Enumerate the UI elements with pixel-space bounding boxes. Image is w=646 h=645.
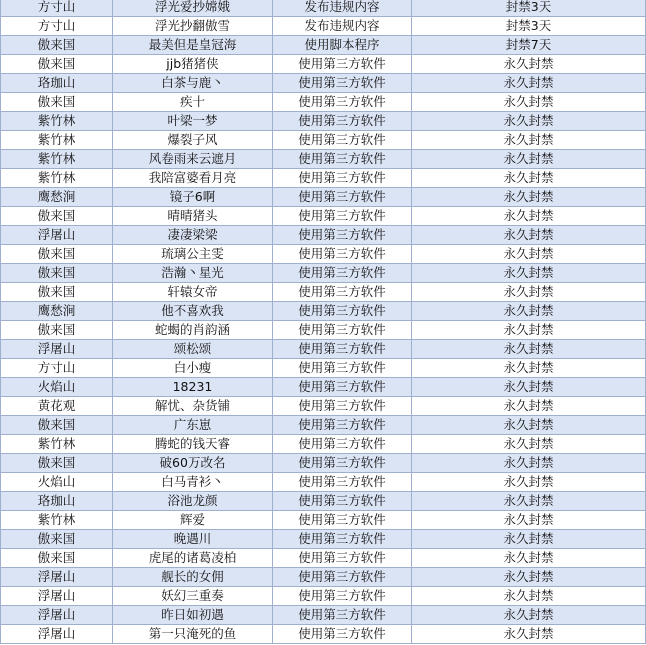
table-row: [1, 378, 646, 397]
table-row: [1, 606, 646, 625]
player-name-cell: 轩辕女帝: [113, 283, 273, 302]
penalty-cell: 封禁7天: [412, 36, 646, 55]
violation-reason-cell: 使用第三方软件: [273, 74, 412, 93]
player-name-cell: 腾蛇的钱天睿: [113, 435, 273, 454]
player-name-cell: 白小瘦: [113, 359, 273, 378]
server-cell: 傲来国: [1, 93, 113, 112]
penalty-cell: 永久封禁: [412, 131, 646, 150]
table-row: [1, 530, 646, 549]
violation-reason-cell: 使用第三方软件: [273, 587, 412, 606]
penalty-cell: 永久封禁: [412, 302, 646, 321]
violation-reason-cell: 使用第三方软件: [273, 150, 412, 169]
table-row: [1, 625, 646, 644]
server-cell: 傲来国: [1, 321, 113, 340]
player-name-cell: 第一只淹死的鱼: [113, 625, 273, 644]
penalty-cell: 永久封禁: [412, 454, 646, 473]
penalty-cell: 永久封禁: [412, 473, 646, 492]
server-cell: 傲来国: [1, 549, 113, 568]
penalty-cell: 永久封禁: [412, 435, 646, 454]
player-name-cell: 我陪富婆看月亮: [113, 169, 273, 188]
player-name-cell: 爆裂子风: [113, 131, 273, 150]
table-row: [1, 131, 646, 150]
ban-list-body: [1, 0, 646, 644]
penalty-cell: 永久封禁: [412, 378, 646, 397]
violation-reason-cell: 使用第三方软件: [273, 378, 412, 397]
server-cell: 傲来国: [1, 207, 113, 226]
server-cell: 紫竹林: [1, 169, 113, 188]
server-cell: 傲来国: [1, 264, 113, 283]
player-name-cell: 疾十: [113, 93, 273, 112]
table-row: [1, 74, 646, 93]
server-cell: 黄花观: [1, 397, 113, 416]
server-cell: 浮屠山: [1, 606, 113, 625]
table-row: [1, 587, 646, 606]
penalty-cell: 永久封禁: [412, 55, 646, 74]
violation-reason-cell: 发布违规内容: [273, 0, 412, 17]
violation-reason-cell: 使用第三方软件: [273, 112, 412, 131]
penalty-cell: 永久封禁: [412, 112, 646, 131]
table-row: [1, 435, 646, 454]
penalty-cell: 永久封禁: [412, 511, 646, 530]
violation-reason-cell: 使用第三方软件: [273, 359, 412, 378]
table-row: [1, 416, 646, 435]
server-cell: 紫竹林: [1, 150, 113, 169]
penalty-cell: 永久封禁: [412, 93, 646, 112]
table-row: [1, 207, 646, 226]
server-cell: 火焰山: [1, 378, 113, 397]
violation-reason-cell: 使用第三方软件: [273, 606, 412, 625]
player-name-cell: 舰长的女佣: [113, 568, 273, 587]
penalty-cell: 永久封禁: [412, 397, 646, 416]
violation-reason-cell: 使用第三方软件: [273, 492, 412, 511]
violation-reason-cell: 使用第三方软件: [273, 207, 412, 226]
player-name-cell: 18231: [113, 378, 273, 397]
player-name-cell: 浮光爱抄嫦娥: [113, 0, 273, 17]
player-name-cell: 蛇蝎的肖韵涵: [113, 321, 273, 340]
violation-reason-cell: 使用第三方软件: [273, 245, 412, 264]
violation-reason-cell: 使用第三方软件: [273, 473, 412, 492]
table-row: [1, 492, 646, 511]
penalty-cell: 封禁3天: [412, 0, 646, 17]
table-row: [1, 0, 646, 17]
penalty-cell: 永久封禁: [412, 606, 646, 625]
penalty-cell: 永久封禁: [412, 549, 646, 568]
violation-reason-cell: 使用第三方软件: [273, 416, 412, 435]
penalty-cell: 永久封禁: [412, 245, 646, 264]
server-cell: 珞珈山: [1, 492, 113, 511]
penalty-cell: 永久封禁: [412, 169, 646, 188]
penalty-cell: 永久封禁: [412, 207, 646, 226]
server-cell: 傲来国: [1, 454, 113, 473]
penalty-cell: 永久封禁: [412, 150, 646, 169]
player-name-cell: 昨日如初遇: [113, 606, 273, 625]
table-row: [1, 321, 646, 340]
violation-reason-cell: 使用第三方软件: [273, 530, 412, 549]
server-cell: 傲来国: [1, 530, 113, 549]
table-row: [1, 568, 646, 587]
violation-reason-cell: 使用第三方软件: [273, 454, 412, 473]
player-name-cell: 破60万改名: [113, 454, 273, 473]
server-cell: 傲来国: [1, 416, 113, 435]
violation-reason-cell: 使用第三方软件: [273, 321, 412, 340]
penalty-cell: 永久封禁: [412, 321, 646, 340]
table-row: [1, 93, 646, 112]
penalty-cell: 永久封禁: [412, 587, 646, 606]
table-row: [1, 55, 646, 74]
player-name-cell: 白茶与鹿丶: [113, 74, 273, 93]
player-name-cell: 风卷雨来云遮月: [113, 150, 273, 169]
player-name-cell: 颂松颂: [113, 340, 273, 359]
server-cell: 傲来国: [1, 36, 113, 55]
player-name-cell: 广东崽: [113, 416, 273, 435]
table-row: [1, 302, 646, 321]
penalty-cell: 永久封禁: [412, 625, 646, 644]
violation-reason-cell: 使用第三方软件: [273, 568, 412, 587]
penalty-cell: 永久封禁: [412, 283, 646, 302]
penalty-cell: 永久封禁: [412, 568, 646, 587]
violation-reason-cell: 使用第三方软件: [273, 169, 412, 188]
server-cell: 浮屠山: [1, 340, 113, 359]
server-cell: 傲来国: [1, 55, 113, 74]
table-row: [1, 473, 646, 492]
violation-reason-cell: 使用第三方软件: [273, 435, 412, 454]
penalty-cell: 永久封禁: [412, 492, 646, 511]
server-cell: 火焰山: [1, 473, 113, 492]
table-row: [1, 150, 646, 169]
violation-reason-cell: 使用第三方软件: [273, 511, 412, 530]
player-name-cell: 镜子6啊: [113, 188, 273, 207]
violation-reason-cell: 使用第三方软件: [273, 131, 412, 150]
server-cell: 方寸山: [1, 359, 113, 378]
server-cell: 紫竹林: [1, 435, 113, 454]
server-cell: 浮屠山: [1, 568, 113, 587]
violation-reason-cell: 使用第三方软件: [273, 340, 412, 359]
server-cell: 珞珈山: [1, 74, 113, 93]
violation-reason-cell: 使用第三方软件: [273, 264, 412, 283]
server-cell: 傲来国: [1, 245, 113, 264]
table-row: [1, 188, 646, 207]
server-cell: 傲来国: [1, 283, 113, 302]
penalty-cell: 永久封禁: [412, 359, 646, 378]
violation-reason-cell: 发布违规内容: [273, 17, 412, 36]
penalty-cell: 永久封禁: [412, 416, 646, 435]
table-row: [1, 397, 646, 416]
table-row: [1, 454, 646, 473]
player-name-cell: 叶梁一梦: [113, 112, 273, 131]
player-name-cell: 晚遇川: [113, 530, 273, 549]
server-cell: 鹰愁涧: [1, 188, 113, 207]
player-name-cell: 解忧、杂货铺: [113, 397, 273, 416]
table-row: [1, 226, 646, 245]
table-row: [1, 36, 646, 55]
table-row: [1, 264, 646, 283]
player-name-cell: 晴晴猪头: [113, 207, 273, 226]
penalty-cell: 永久封禁: [412, 340, 646, 359]
player-name-cell: 浩瀚丶星光: [113, 264, 273, 283]
server-cell: 紫竹林: [1, 112, 113, 131]
server-cell: 浮屠山: [1, 587, 113, 606]
violation-reason-cell: 使用第三方软件: [273, 55, 412, 74]
player-name-cell: 辉爱: [113, 511, 273, 530]
server-cell: 方寸山: [1, 17, 113, 36]
penalty-cell: 永久封禁: [412, 74, 646, 93]
table-row: [1, 340, 646, 359]
violation-reason-cell: 使用脚本程序: [273, 36, 412, 55]
player-name-cell: 琉璃公主雯: [113, 245, 273, 264]
table-row: [1, 511, 646, 530]
table-row: [1, 549, 646, 568]
table-row: [1, 245, 646, 264]
penalty-cell: 永久封禁: [412, 188, 646, 207]
violation-reason-cell: 使用第三方软件: [273, 625, 412, 644]
penalty-cell: 永久封禁: [412, 264, 646, 283]
violation-reason-cell: 使用第三方软件: [273, 283, 412, 302]
player-name-cell: 浴池龙颜: [113, 492, 273, 511]
server-cell: 鹰愁涧: [1, 302, 113, 321]
violation-reason-cell: 使用第三方软件: [273, 226, 412, 245]
table-row: [1, 169, 646, 188]
player-name-cell: 浮光抄翻傲雪: [113, 17, 273, 36]
player-name-cell: 最美但是皇冠海: [113, 36, 273, 55]
player-name-cell: 妖幻三重奏: [113, 587, 273, 606]
penalty-cell: 封禁3天: [412, 17, 646, 36]
player-name-cell: 白马青衫丶: [113, 473, 273, 492]
table-row: [1, 17, 646, 36]
violation-reason-cell: 使用第三方软件: [273, 549, 412, 568]
violation-reason-cell: 使用第三方软件: [273, 93, 412, 112]
table-row: [1, 283, 646, 302]
player-name-cell: 凄凄梁梁: [113, 226, 273, 245]
penalty-cell: 永久封禁: [412, 226, 646, 245]
violation-reason-cell: 使用第三方软件: [273, 188, 412, 207]
table-row: [1, 112, 646, 131]
violation-reason-cell: 使用第三方软件: [273, 302, 412, 321]
server-cell: 浮屠山: [1, 625, 113, 644]
violation-reason-cell: 使用第三方软件: [273, 397, 412, 416]
player-name-cell: jjb猪猪侠: [113, 55, 273, 74]
server-cell: 紫竹林: [1, 131, 113, 150]
table-row: [1, 359, 646, 378]
player-name-cell: 虎尾的诸葛凌柏: [113, 549, 273, 568]
server-cell: 方寸山: [1, 0, 113, 17]
penalty-cell: 永久封禁: [412, 530, 646, 549]
player-name-cell: 他不喜欢我: [113, 302, 273, 321]
server-cell: 浮屠山: [1, 226, 113, 245]
server-cell: 紫竹林: [1, 511, 113, 530]
